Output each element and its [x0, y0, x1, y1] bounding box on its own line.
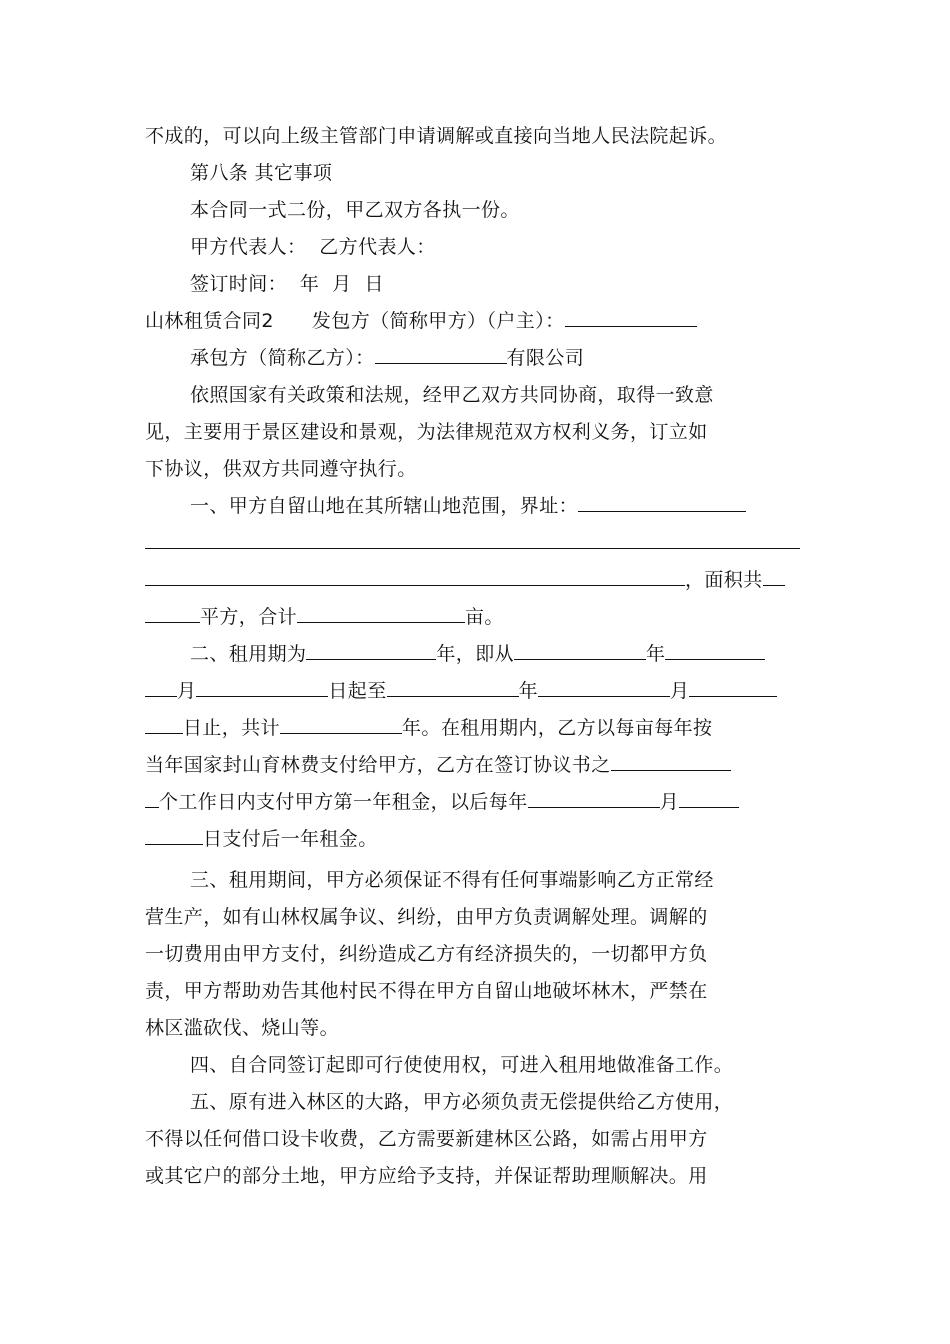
clause-3-line: [145, 1010, 810, 1046]
paragraph-line: [145, 118, 810, 154]
text: 责，甲方帮助劝告其他村民不得在甲方自留山地破坏林木，严禁在: [145, 980, 708, 1002]
fill-blank: [145, 822, 203, 845]
clause-5-line: [145, 1121, 810, 1157]
fill-blank: [679, 785, 739, 808]
clause-2-line: [145, 784, 810, 820]
text: 月: [659, 791, 680, 813]
text: 有限公司: [506, 347, 585, 369]
text: 不得以任何借口设卡收费，乙方需要新建林区公路，如需占用甲方: [145, 1128, 708, 1150]
text: 见，主要用于景区建设和景观，为法律规范双方权利义务，订立如: [145, 421, 708, 443]
fill-blank: [145, 711, 183, 734]
fill-blank: [387, 674, 519, 697]
text: 日支付后一年租金。: [203, 828, 378, 850]
text: 本合同一式二份，甲乙双方各执一份。: [190, 199, 520, 221]
text: 日止，共计: [183, 717, 281, 739]
text: 年: [518, 680, 539, 702]
fill-blank: [145, 674, 177, 697]
clause-2-line: [190, 636, 810, 672]
text: 平方，合计: [200, 606, 298, 628]
text: 个工作日内支付甲方第一年租金，以后每年: [159, 791, 528, 813]
paragraph-line: [190, 192, 810, 228]
clause-2-line: [145, 710, 810, 746]
clause-5-line: [145, 1158, 810, 1194]
fill-blank: [145, 600, 200, 623]
text: 第八条 其它事项: [190, 162, 333, 184]
paragraph-line: [145, 451, 810, 487]
clause-1-line: [145, 562, 810, 598]
text: 月: [177, 680, 197, 702]
text: 营生产，如有山林权属争议、纠纷，由甲方负责调解处理。调解的: [145, 906, 708, 928]
fill-blank: [375, 341, 507, 364]
party-b-label: 承包方（简称乙方）：: [190, 347, 375, 369]
text: 依照国家有关政策和法规，经甲乙双方共同协商，取得一致意: [190, 384, 714, 406]
fill-blank: [145, 526, 800, 549]
clause-2-line: [145, 821, 810, 857]
clause-1-line: [145, 525, 810, 561]
paragraph-line: [190, 377, 810, 413]
fill-blank: [145, 785, 159, 808]
fill-blank: [689, 674, 777, 697]
clause-2-line: [145, 673, 810, 709]
text: 林区滥砍伐、烧山等。: [145, 1017, 340, 1039]
text: 二、租用期为: [190, 643, 307, 665]
section-heading: [190, 155, 810, 191]
fill-blank: [297, 600, 465, 623]
clause-3-line: [145, 973, 810, 1009]
fill-blank: [528, 785, 660, 808]
signing-date-line: [190, 266, 810, 302]
party-a-label: 发包方（简称甲方）（户主）：: [311, 310, 565, 332]
clause-5-line: [190, 1084, 810, 1120]
text: ，面积共: [685, 569, 763, 591]
text: 一、甲方自留山地在其所辖山地范围，界址：: [190, 495, 579, 517]
text: 甲方代表人： 乙方代表人：: [190, 236, 436, 258]
text: 签订时间： 年 月 日: [190, 273, 384, 295]
text: 四、自合同签订起即可行使使用权，可进入租用地做准备工作。: [190, 1054, 734, 1076]
text: 日起至: [328, 680, 387, 702]
fill-blank: [306, 637, 436, 660]
text: 当年国家封山育林费支付给甲方，乙方在签订协议书之: [145, 754, 611, 776]
clause-1-line: [145, 599, 810, 635]
clause-3-line: [190, 862, 810, 898]
fill-blank: [565, 304, 697, 327]
paragraph-line: [145, 414, 810, 450]
text: 不成的，可以向上级主管部门申请调解或直接向当地人民法院起诉。: [145, 125, 728, 147]
clause-2-line: [145, 747, 810, 783]
clause-1-line: [190, 488, 810, 524]
clause-3-line: [145, 936, 810, 972]
fill-blank: [196, 674, 328, 697]
fill-blank: [665, 637, 765, 660]
fill-blank: [514, 637, 646, 660]
text: 月: [670, 680, 690, 702]
contract-title-line: [145, 303, 810, 339]
signatory-line: [190, 229, 810, 265]
text: 亩。: [465, 606, 504, 628]
text: 下协议，供双方共同遵守执行。: [145, 458, 417, 480]
text: 五、原有进入林区的大路，甲方必须负责无偿提供给乙方使用，: [190, 1091, 734, 1113]
fill-blank: [578, 489, 746, 512]
text: 或其它户的部分土地，甲方应给予支持，并保证帮助理顺解决。用: [145, 1165, 708, 1187]
text: 一切费用由甲方支付，纠纷造成乙方有经济损失的，一切都甲方负: [145, 943, 708, 965]
text: 年: [646, 643, 666, 665]
text: 年。在租用期内，乙方以每亩每年按: [402, 717, 713, 739]
fill-blank: [538, 674, 670, 697]
clause-4-line: [190, 1047, 810, 1083]
contract-title: 山林租赁合同2: [145, 310, 274, 332]
text: 年，即从: [436, 643, 515, 665]
fill-blank: [611, 748, 731, 771]
fill-blank: [280, 711, 402, 734]
clause-3-line: [145, 899, 810, 935]
fill-blank: [145, 563, 685, 586]
party-b-line: [190, 340, 810, 376]
fill-blank: [763, 563, 785, 586]
text: 三、租用期间，甲方必须保证不得有任何事端影响乙方正常经: [190, 869, 714, 891]
